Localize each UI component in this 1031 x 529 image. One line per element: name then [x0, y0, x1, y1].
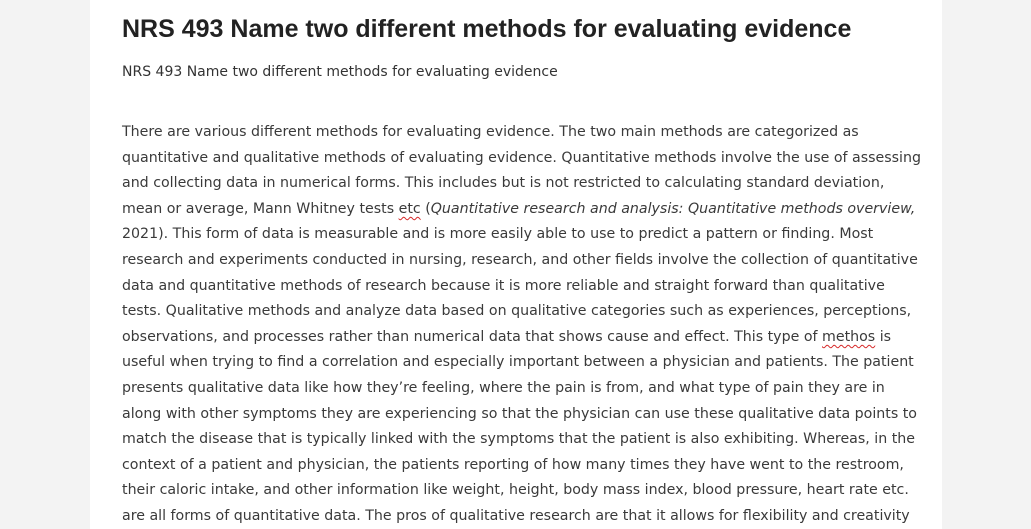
- body-line: their caloric intake, and other information like weight, height, body mass index, blood pressure, heart rate etc.: [122, 482, 909, 499]
- body-line: 2021). This form of data is measurable and is more easily able to use to predict a pattern or finding. Most: [122, 226, 874, 243]
- body-line: presents qualitative data like how they’re feeling, where the pain is from, and what type of pain they are in: [122, 379, 885, 396]
- body-line: [122, 325, 912, 351]
- body-line: [122, 197, 916, 223]
- body-line: research and experiments conducted in nursing, research, and other fields involve the collection of quantitative: [122, 251, 918, 268]
- body-text: (: [420, 200, 431, 217]
- body-text: observations, and processes rather than numerical data that shows cause and effect. This type of: [122, 328, 823, 345]
- body-text: is: [875, 328, 892, 345]
- spellcheck-flagged-word[interactable]: etc: [398, 200, 421, 217]
- article-body: [122, 120, 921, 529]
- body-line: and collecting data in numerical forms. This includes but is not restricted to calculating standard deviation,: [122, 175, 885, 192]
- body-line: data and quantitative methods of research because it is more reliable and straight forward than qualitative: [122, 277, 885, 294]
- article-page: [90, 0, 942, 529]
- page-title: NRS 493 Name two different methods for evaluating evidence: [122, 15, 852, 43]
- spellcheck-flagged-word[interactable]: methos: [822, 328, 876, 345]
- body-line: tests. Qualitative methods and analyze data based on qualitative categories such as experiences, perceptions,: [122, 303, 912, 320]
- article-subtitle: NRS 493 Name two different methods for evaluating evidence: [122, 64, 558, 80]
- body-line: context of a patient and physician, the patients reporting of how many times they have went to the restroom,: [122, 456, 904, 473]
- body-text: mean or average, Mann Whitney tests: [122, 200, 399, 217]
- citation-italic: Quantitative research and analysis: Quantitative methods overview,: [430, 200, 916, 217]
- body-line: There are various different methods for evaluating evidence. The two main methods are categorized as: [122, 124, 859, 140]
- body-line: quantitative and qualitative methods of evaluating evidence. Quantitative methods involve the use of assessing: [122, 149, 921, 166]
- body-line: along with other symptoms they are experiencing so that the physician can use these qualitative data points to: [122, 405, 917, 422]
- body-line: match the disease that is typically linked with the symptoms that the patient is also exhibiting. Whereas, in the: [122, 431, 916, 448]
- body-line: are all forms of quantitative data. The pros of qualitative research are that it allows for flexibility and creativity: [122, 507, 910, 524]
- body-line: useful when trying to find a correlation and especially important between a physician and patients. The patient: [122, 354, 914, 371]
